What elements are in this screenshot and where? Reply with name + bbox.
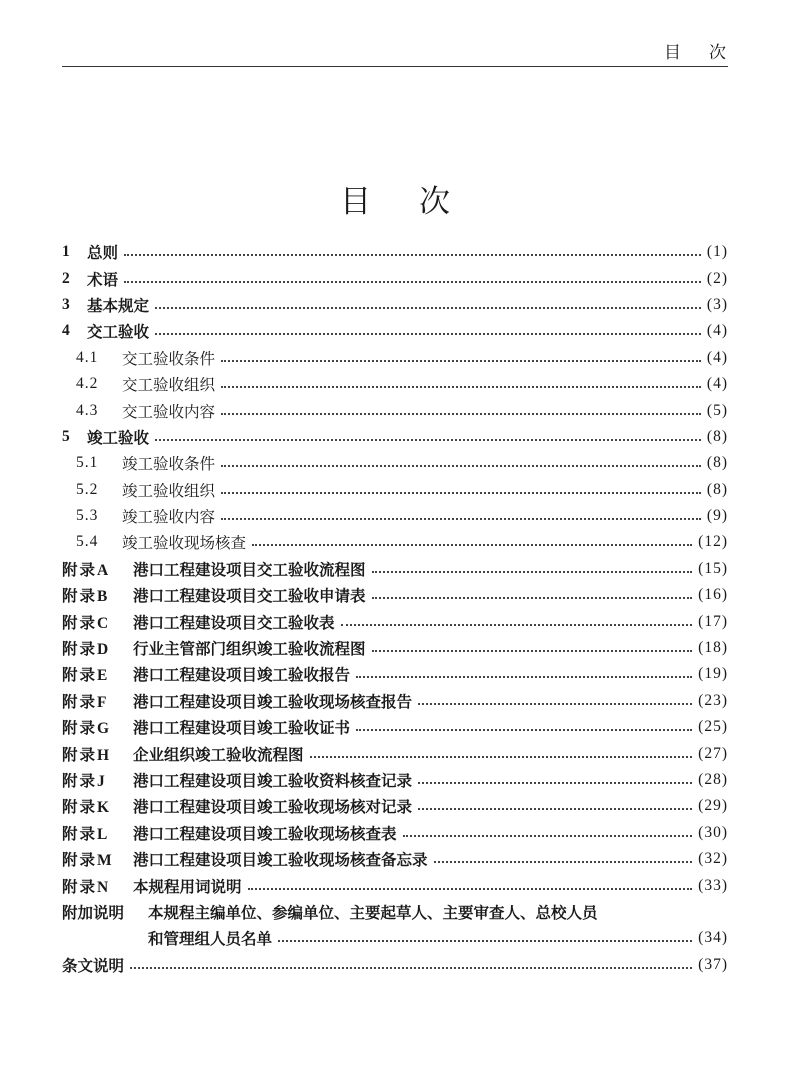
dot-leader	[403, 835, 693, 837]
toc-entry-page: (8)	[706, 480, 728, 498]
dot-leader	[221, 518, 701, 520]
toc-entry[interactable]	[62, 872, 728, 898]
toc-entry[interactable]	[62, 265, 728, 291]
toc-entry-number: 附录C	[62, 614, 111, 632]
toc-entry-page: (8)	[706, 427, 728, 445]
toc-entry-number: 5.2	[76, 480, 99, 498]
toc-entry-page: (8)	[706, 454, 728, 472]
toc-entry[interactable]	[62, 899, 728, 925]
toc-entry-title: 交工验收条件	[122, 350, 216, 368]
toc-entry-page: (17)	[698, 612, 728, 630]
toc-entry-page: (19)	[698, 665, 728, 683]
toc-entry-title: 术语	[87, 271, 119, 289]
toc-entry-number: 5.3	[76, 507, 99, 525]
dot-leader	[372, 571, 693, 573]
toc-entry-number: 附录K	[62, 799, 112, 817]
toc-entry-number: 4.1	[76, 348, 99, 366]
toc-entry-title: 港口工程建设项目竣工验收证书	[133, 720, 351, 738]
toc-entry-page: (15)	[698, 559, 728, 577]
toc-entry-number: 4	[62, 322, 70, 340]
toc-entry-title: 交工验收内容	[122, 403, 216, 421]
toc-entry-number: 5	[62, 427, 70, 445]
toc-entry-title: 港口工程建设项目竣工验收报告	[133, 667, 351, 685]
toc-entry[interactable]	[62, 556, 728, 582]
toc-entry-number: 5.1	[76, 454, 99, 472]
dot-leader	[356, 729, 692, 731]
toc-entry-title: 竣工验收条件	[122, 456, 216, 474]
toc-entry[interactable]	[62, 503, 728, 529]
toc-entry-page: (28)	[698, 771, 728, 788]
dot-leader	[310, 756, 693, 758]
dot-leader	[341, 624, 693, 626]
toc-entry-number: 附录A	[62, 561, 111, 579]
dot-leader	[418, 703, 692, 705]
toc-entry-title: 和管理组人员名单	[148, 931, 273, 949]
toc-entry-title: 竣工验收组织	[122, 482, 216, 500]
toc-entry-title: 交工验收	[87, 324, 150, 342]
toc-entry-number: 附录D	[62, 641, 111, 659]
toc-entry[interactable]	[62, 529, 728, 555]
toc-entry-title: 企业组织竣工验收流程图	[133, 746, 304, 764]
toc-entry-number: 附加说明	[62, 904, 125, 922]
toc-entry[interactable]	[62, 292, 728, 318]
dot-leader	[221, 465, 701, 467]
dot-leader	[252, 544, 692, 546]
toc-entry-page: (37)	[698, 955, 728, 973]
dot-leader	[434, 861, 693, 863]
toc-entry[interactable]	[62, 661, 728, 687]
toc-entry[interactable]	[62, 740, 728, 766]
toc-entry-page: (5)	[706, 401, 728, 419]
toc-entry-title: 港口工程建设项目竣工验收现场核查表	[133, 825, 397, 843]
dot-leader	[356, 676, 692, 678]
toc-entry-page: (3)	[706, 295, 728, 313]
toc-entry-page: (9)	[706, 507, 728, 525]
toc-entry-number: 附录L	[62, 825, 110, 843]
toc-entry-title: 总则	[87, 245, 119, 263]
toc-entry-number: 1	[62, 243, 70, 261]
toc-entry-title: 本规程主编单位、参编单位、主要起草人、主要审查人、总校人员	[148, 904, 598, 922]
toc-entry-title: 行业主管部门组织竣工验收流程图	[133, 641, 366, 659]
toc-entry-page: (4)	[706, 348, 728, 366]
toc-entry-title: 港口工程建设项目竣工验收现场核查备忘录	[133, 852, 428, 870]
header-rule	[62, 66, 728, 67]
table-of-contents	[62, 239, 728, 978]
toc-entry[interactable]	[62, 925, 728, 951]
toc-entry-title: 本规程用词说明	[133, 878, 242, 896]
toc-entry[interactable]	[62, 397, 728, 423]
toc-entry[interactable]	[62, 688, 728, 714]
dot-leader	[372, 650, 693, 652]
toc-entry[interactable]	[62, 952, 728, 978]
toc-entry-title: 条文说明	[62, 957, 125, 975]
page-title: 目次	[340, 184, 498, 219]
toc-entry[interactable]	[62, 239, 728, 265]
dot-leader	[155, 307, 701, 309]
toc-entry-page: (1)	[706, 243, 728, 261]
toc-entry-title: 基本规定	[87, 297, 150, 315]
toc-entry-page: (30)	[698, 823, 728, 841]
toc-entry[interactable]	[62, 608, 728, 634]
toc-entry-page: (12)	[698, 533, 728, 551]
toc-entry-number: 附录J	[62, 773, 107, 790]
toc-entry[interactable]	[62, 793, 728, 819]
toc-entry-number: 附录B	[62, 588, 110, 606]
toc-entry-title: 港口工程建设项目交工验收表	[133, 614, 335, 632]
toc-entry-page: (23)	[698, 691, 728, 709]
toc-entry[interactable]	[62, 767, 728, 793]
toc-entry-title: 港口工程建设项目交工验收申请表	[133, 588, 366, 606]
dot-leader	[221, 360, 701, 362]
toc-entry-title: 交工验收组织	[122, 377, 216, 395]
dot-leader	[278, 940, 692, 942]
toc-entry-page: (32)	[698, 850, 728, 868]
toc-entry-title: 竣工验收内容	[122, 509, 216, 527]
toc-entry-title: 港口工程建设项目竣工验收资料核查记录	[133, 773, 413, 790]
toc-entry-title: 竣工验收现场核查	[122, 535, 247, 553]
dot-leader	[155, 439, 701, 441]
toc-entry-number: 附录F	[62, 693, 109, 711]
toc-entry-number: 附录N	[62, 878, 111, 896]
toc-entry-page: (33)	[698, 876, 728, 894]
toc-entry-page: (34)	[698, 929, 728, 947]
toc-entry-title: 港口工程建设项目交工验收流程图	[133, 561, 366, 579]
toc-entry-number: 5.4	[76, 533, 99, 551]
dot-leader	[372, 597, 693, 599]
toc-entry[interactable]	[62, 477, 728, 503]
toc-entry-title: 竣工验收	[87, 429, 150, 447]
toc-entry-page: (4)	[706, 322, 728, 340]
toc-entry-number: 附录M	[62, 852, 114, 870]
toc-entry-number: 附录H	[62, 746, 112, 764]
dot-leader	[221, 492, 701, 494]
toc-entry-title: 港口工程建设项目竣工验收现场核查报告	[133, 693, 413, 711]
toc-entry[interactable]	[62, 450, 728, 476]
toc-entry[interactable]	[62, 345, 728, 371]
toc-entry[interactable]	[62, 820, 728, 846]
toc-entry-title: 港口工程建设项目竣工验收现场核对记录	[133, 799, 413, 817]
dot-leader	[248, 888, 693, 890]
toc-entry[interactable]	[62, 424, 728, 450]
dot-leader	[130, 967, 692, 969]
toc-entry-number: 附录E	[62, 667, 110, 685]
toc-entry-page: (27)	[698, 744, 728, 762]
running-head: 目次	[664, 43, 754, 62]
dot-leader	[221, 413, 701, 415]
toc-entry-number: 2	[62, 269, 70, 287]
toc-entry[interactable]	[62, 714, 728, 740]
toc-entry[interactable]	[62, 318, 728, 344]
toc-entry-page: (16)	[698, 586, 728, 604]
dot-leader	[418, 782, 692, 784]
dot-leader	[124, 281, 701, 283]
toc-entry-page: (29)	[698, 797, 728, 815]
dot-leader	[155, 333, 701, 335]
toc-entry-number: 4.2	[76, 375, 99, 393]
dot-leader	[124, 254, 701, 256]
dot-leader	[221, 386, 701, 388]
toc-entry-page: (2)	[706, 269, 728, 287]
toc-entry-page: (25)	[698, 718, 728, 736]
toc-entry[interactable]	[62, 582, 728, 608]
toc-entry-number: 4.3	[76, 401, 99, 419]
toc-entry[interactable]	[62, 371, 728, 397]
toc-entry-number: 3	[62, 295, 70, 313]
toc-entry[interactable]	[62, 846, 728, 872]
toc-entry[interactable]	[62, 635, 728, 661]
toc-entry-page: (18)	[698, 639, 728, 657]
toc-entry-number: 附录G	[62, 720, 112, 738]
toc-entry-page: (4)	[706, 375, 728, 393]
dot-leader	[418, 808, 692, 810]
